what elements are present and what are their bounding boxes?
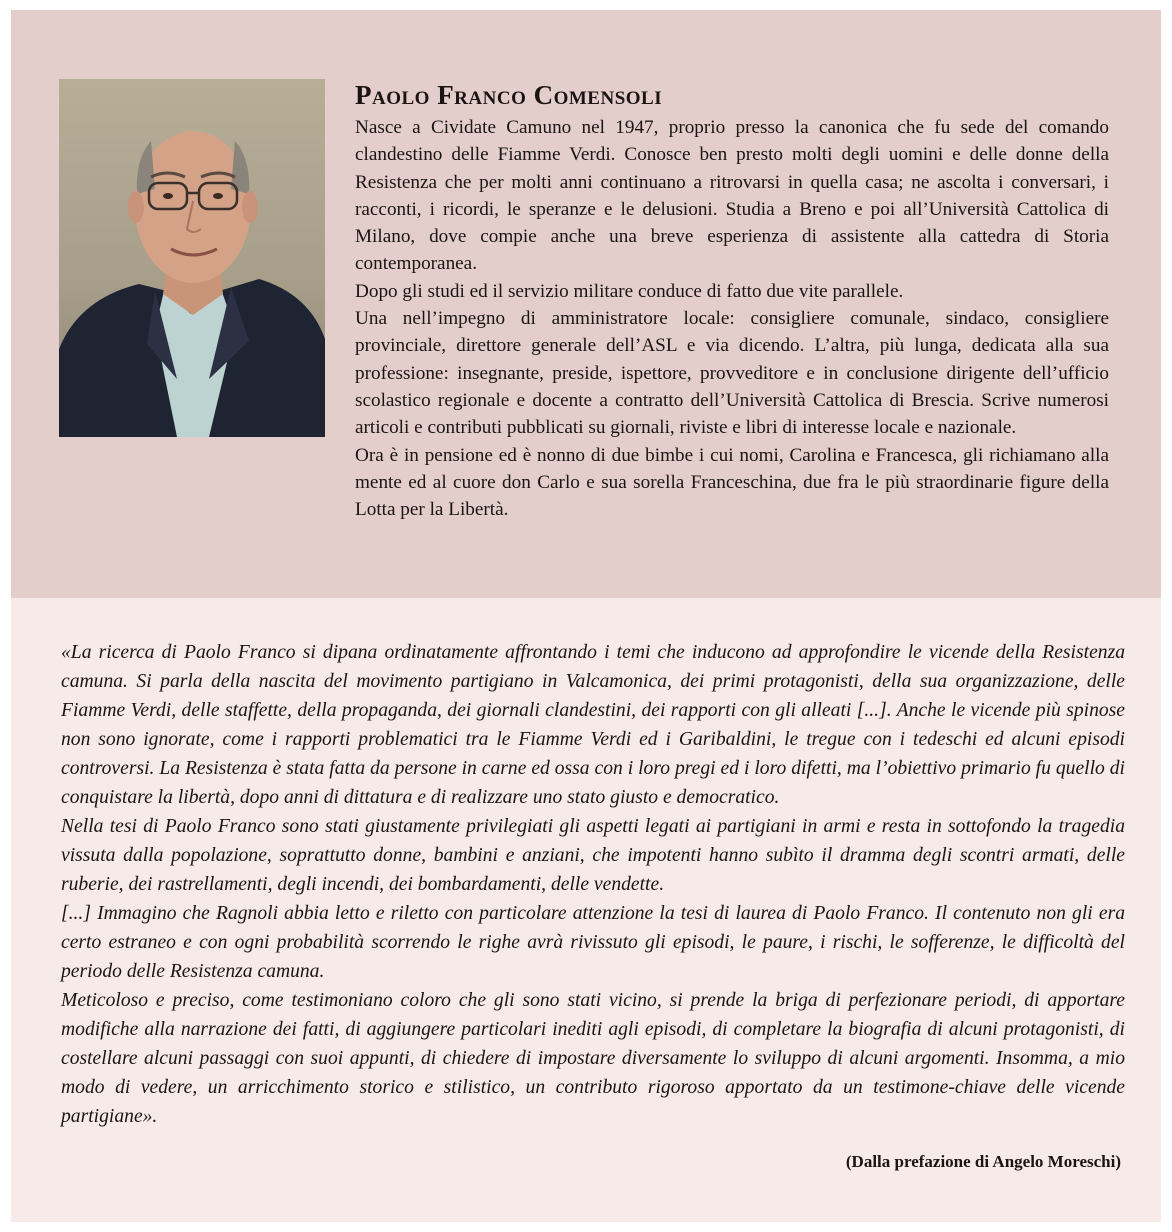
bio-paragraph: Nasce a Cividate Camuno nel 1947, proprio presso la canonica che fu sede del comando clandestino delle Fiamme Verdi. Conosce ben presto molti degli uomini e delle donne della Resistenza che per molti anni continuano a ritrovarsi in quella casa; ne ascolta i conversari, i racconti, i ricordi, le speranze e le delusioni. Studia a Breno e poi all’Università Cattolica di Milano, dove compie anche una breve esperienza di assistente alla cattedra di Storia contemporanea.: [355, 117, 1109, 275]
quote-paragraph: «La ricerca di Paolo Franco si dipana ordinatamente affrontando i temi che inducono ad approfondire le vicende della Resistenza camuna. Si parla della nascita del movimento partigiano in Valcamonica, dei primi protagonisti, della sua organizzazione, delle Fiamme Verdi, delle staffette, della propaganda, dei giornali clandestini, dei rapporti con gli alleati [...]. Anche le vicende più spinose non sono ignorate, come i rapporti problematici tra le Fiamme Verdi ed i Garibaldini, le tregue con i tedeschi ed alcuni episodi controversi. La Resistenza è stata fatta da persone in carne ed ossa con i loro pregi ed i loro difetti, ma l’obiettivo primario fu quello di conquistare la libertà, dopo anni di dittatura e di realizzare uno stato giusto e democratico.: [61, 642, 1125, 808]
portrait-illustration: [59, 79, 325, 437]
quote-paragraph: Meticoloso e preciso, come testimoniano coloro che gli sono stati vicino, si prende la briga di perfezionare periodi, di apportare modifiche alla narrazione dei fatti, di aggiungere particolari inediti agli episodi, di completare la biografia di alcuni protagonisti, di costellare alcuni passaggi con suoi appunti, di chiedere di impostare diversamente lo sviluppo di alcuni argomenti. Insomma, a mio modo di vedere, un arricchimento storico e stilistico, un contributo rigoroso apportato da un testimone-chiave delle vicende partigiane».: [61, 990, 1125, 1127]
bio-paragraph: Una nell’impegno di amministratore locale: consigliere comunale, sindaco, consigliere provinciale, direttore generale dell’ASL e via dicendo. L’altra, più lunga, dedicata alla sua professione: insegnante, preside, ispettore, provveditore e in conclusione dirigente dell’ufficio scolastico regionale e docente a contratto dell’Università Cattolica di Brescia. Scrive numerosi articoli e contributi pubblicati su giornali, riviste e libri di interesse locale e nazionale.: [355, 308, 1109, 439]
author-name: Paolo Franco Comensoli: [355, 80, 663, 110]
preface-quote: [61, 638, 1125, 1131]
quote-attribution: (Dalla prefazione di Angelo Moreschi): [845, 1152, 1121, 1171]
author-bio: [355, 78, 1109, 523]
bio-paragraph: Ora è in pensione ed è nonno di due bimbe i cui nomi, Carolina e Francesca, gli richiamano alla mente ed al cuore don Carlo e sua sorella Franceschina, due fra le più straordinarie figure della Lotta per la Libertà.: [355, 444, 1109, 521]
author-portrait: [59, 79, 325, 437]
book-back-cover: [11, 10, 1161, 1222]
quote-paragraph: Nella tesi di Paolo Franco sono stati giustamente privilegiati gli aspetti legati ai partigiani in armi e resta in sottofondo la tragedia vissuta dalla popolazione, soprattutto donne, bambini e anziani, che impotenti hanno subìto il dramma degli scontri armati, delle ruberie, dei rastrellamenti, degli incendi, dei bombardamenti, delle vendette.: [61, 816, 1125, 895]
bio-paragraph: Dopo gli studi ed il servizio militare conduce di fatto due vite parallele.: [355, 280, 904, 302]
quote-paragraph: [...] Immagino che Ragnoli abbia letto e riletto con particolare attenzione la tesi di laurea di Paolo Franco. Il contenuto non gli era certo estraneo e con ogni probabilità scorrendo le righe avrà rivissuto gli episodi, le paure, i rischi, le sofferenze, le difficoltà del periodo delle Resistenza camuna.: [61, 903, 1125, 982]
author-panel: [11, 10, 1161, 598]
